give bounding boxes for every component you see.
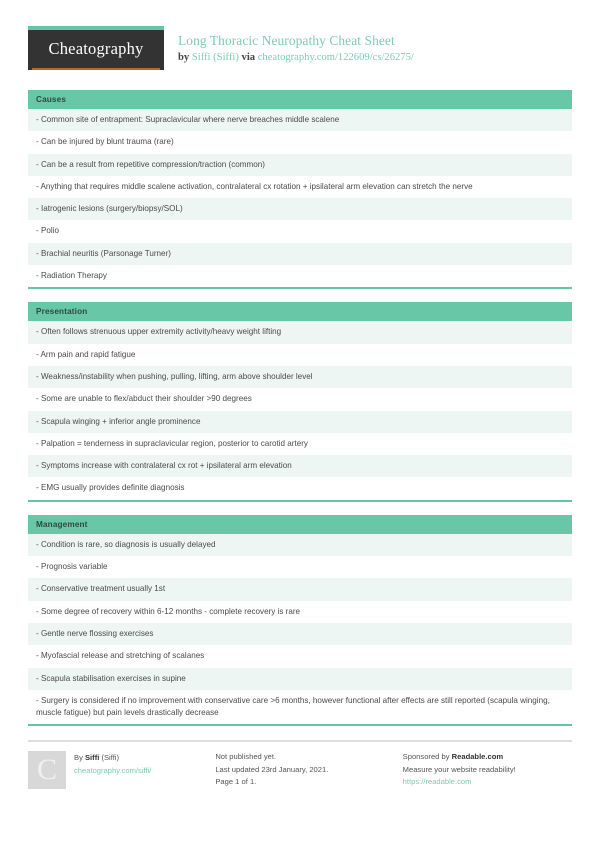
table-row: - Anything that requires middle scalene activation, contralateral cx rotation + ipsilateral arm elevation can stretch the nerve <box>28 176 572 198</box>
table-row: - Polio <box>28 220 572 242</box>
table-row: - Scapula winging + inferior angle prominence <box>28 411 572 433</box>
table-row: - Brachial neuritis (Parsonage Turner) <box>28 243 572 265</box>
footer-sponsor-column <box>403 740 572 789</box>
table-row: - Iatrogenic lesions (surgery/biopsy/SOL) <box>28 198 572 220</box>
logo-text: Cheatography <box>48 39 144 58</box>
sponsor-prefix: Sponsored by <box>402 752 452 762</box>
last-updated: Last updated 23rd January, 2021. <box>215 764 329 774</box>
table-row: - Symptoms increase with contralateral cx rot + ipsilateral arm elevation <box>28 455 572 477</box>
publish-status: Not published yet. <box>215 752 277 762</box>
author-link[interactable]: Siffi (Siffi) <box>191 52 239 64</box>
footer-author-info <box>74 751 151 789</box>
avatar: C <box>28 751 66 789</box>
table-row: - Surgery is considered if no improvement with conservative care >6 months, however functional after effects are still reported (scapula winging, muscle fatigue) but pain levels drastically decrease <box>28 690 572 725</box>
table-row: - Some are unable to flex/abduct their shoulder >90 degrees <box>28 388 572 410</box>
cheatography-logo[interactable] <box>28 26 164 70</box>
page-number: Page 1 of 1. <box>215 777 257 787</box>
table-row: - Gentle nerve flossing exercises <box>28 623 572 645</box>
sponsor-line <box>403 751 572 763</box>
sponsor-name: Readable.com <box>451 752 504 762</box>
table-row: - Some degree of recovery within 6-12 months - complete recovery is rare <box>28 601 572 623</box>
table-row: - Myofascial release and stretching of scalanes <box>28 645 572 667</box>
sponsor-link[interactable]: https://readable.com <box>402 777 472 787</box>
footer-author-handle: (Siffi) <box>99 753 120 763</box>
sponsor-tagline: Measure your website readability! <box>402 764 516 774</box>
table-row: - Often follows strenuous upper extremity activity/heavy weight lifting <box>28 321 572 343</box>
logo-underline-decoration <box>32 68 160 70</box>
section-title-causes: Causes <box>28 90 572 109</box>
title-block <box>178 26 414 65</box>
table-row: - Arm pain and rapid fatigue <box>28 344 572 366</box>
table-row: - Condition is rare, so diagnosis is usually delayed <box>28 534 572 556</box>
table-row: - Radiation Therapy <box>28 265 572 287</box>
footer-author-name <box>74 752 151 764</box>
table-row: - Scapula stabilisation exercises in supine <box>28 668 572 690</box>
page-header <box>28 26 572 72</box>
table-row: - EMG usually provides definite diagnosis <box>28 477 572 499</box>
page-footer <box>28 740 572 789</box>
table-row: - Conservative treatment usually 1st <box>28 578 572 600</box>
via-label: via <box>241 52 256 64</box>
footer-author-column <box>28 740 215 789</box>
section-management <box>28 515 572 727</box>
by-label: by <box>178 52 190 64</box>
footer-by-label: By <box>74 753 85 763</box>
section-title-management: Management <box>28 515 572 534</box>
table-row: - Common site of entrapment: Supraclavicular where nerve breaches middle scalene <box>28 109 572 131</box>
footer-publish-column <box>215 740 402 789</box>
table-row: - Weakness/instability when pushing, pulling, lifting, arm above shoulder level <box>28 366 572 388</box>
table-row: - Can be injured by blunt trauma (rare) <box>28 131 572 153</box>
section-title-presentation: Presentation <box>28 302 572 321</box>
sheet-url-link[interactable]: cheatography.com/122609/cs/26275/ <box>257 52 414 64</box>
section-causes <box>28 90 572 289</box>
footer-author-display-name: Siffi <box>84 753 100 763</box>
page-title: Long Thoracic Neuropathy Cheat Sheet <box>178 33 395 48</box>
section-presentation <box>28 302 572 501</box>
table-row: - Prognosis variable <box>28 556 572 578</box>
table-row: - Can be a result from repetitive compression/traction (common) <box>28 154 572 176</box>
table-row: - Palpation = tenderness in supraclavicular region, posterior to carotid artery <box>28 433 572 455</box>
footer-profile-link[interactable]: cheatography.com/siffi/ <box>74 765 152 775</box>
byline <box>178 51 414 65</box>
